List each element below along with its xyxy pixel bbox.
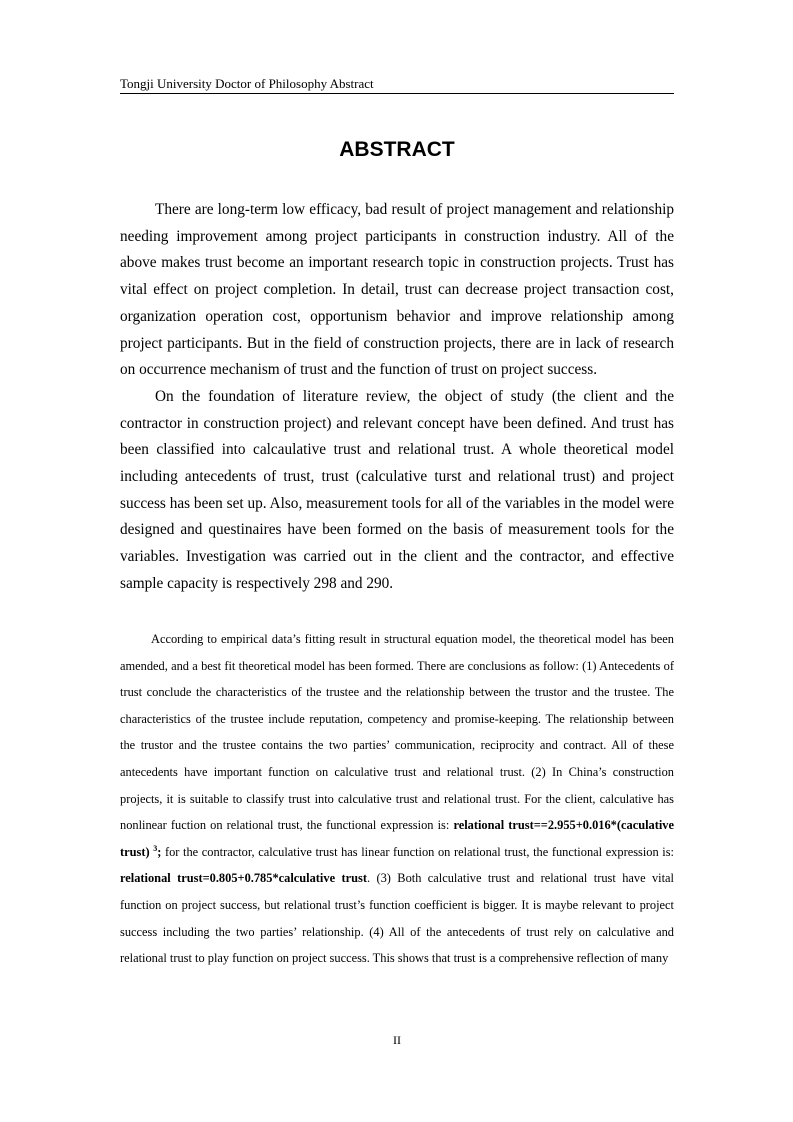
- page-title: ABSTRACT: [339, 138, 455, 161]
- conclusions-text-1: According to empirical data’s fitting result in structural equation model, the theoretical model has been amended, and a best fit theoretical model has been formed. There are conclusions as follow: (1) Antecedents of trust conclude the characteristics of the trustee and the relationship between the trustor and the trustee. The characteristics of the trustee include reputation, competency and promise-keeping. The relationship between the trustor and the trustee contains the two parties’ communication, reciprocity and contract. All of these antecedents have important function on calculative trust and relational trust. (2) In China’s construction projects, it is suitable to classify trust into calculative trust and relational trust. For the client, calculative has nonlinear fuction on relational trust, the functional expression is:: [120, 632, 674, 833]
- paragraph-conclusions: [120, 626, 674, 972]
- conclusions-text-3: . (3) Both calculative trust and relational trust have vital function on project success, but relational trust’s function coefficient is bigger. It is maybe relevant to project success including the two parties’ relationship. (4) All of the antecedents of trust rely on calculative and relational trust to play function on project success. This shows that trust is a comprehensive reflection of many: [120, 871, 675, 966]
- formula-relational-client: relational trust==2.955+0.016*(caculative trust): [120, 818, 674, 859]
- conclusions-text-2: for the contractor, calculative trust has linear function on relational trust, the functional expression is:: [161, 844, 674, 859]
- running-header: Tongji University Doctor of Philosophy Abstract: [120, 76, 674, 94]
- formula-relational-client-exponent: $^3$;: [153, 843, 162, 859]
- abstract-body: [120, 197, 674, 598]
- conclusions-block: [120, 626, 674, 972]
- paragraph-background: There are long-term low efficacy, bad result of project management and relationship needing improvement among project participants in construction industry. All of the above makes trust become an important research topic in construction projects. Trust has vital effect on project completion. In detail, trust can decrease project transaction cost, organization operation cost, opportunism behavior and improve relationship among project participants. But in the field of construction projects, there are in lack of research on occurrence mechanism of trust and the function of trust on project success.: [120, 201, 674, 379]
- page-number: II: [393, 1033, 401, 1047]
- formula-relational-contractor: relational trust=0.805+0.785*calculative trust: [120, 871, 367, 886]
- paragraph-methodology: On the foundation of literature review, the object of study (the client and the contractor in construction project) and relevant concept have been defined. And trust has been classified into calcaulative trust and relational trust. A whole theoretical model including antecedents of trust, trust (calculative turst and relational trust) and project success has been set up. Also, measurement tools for all of the variables in the model were designed and questinaires have been formed on the basis of measurement tools for the variables. Investigation was carried out in the client and the contractor, and effective sample capacity is respectively 298 and 290.: [120, 387, 674, 592]
